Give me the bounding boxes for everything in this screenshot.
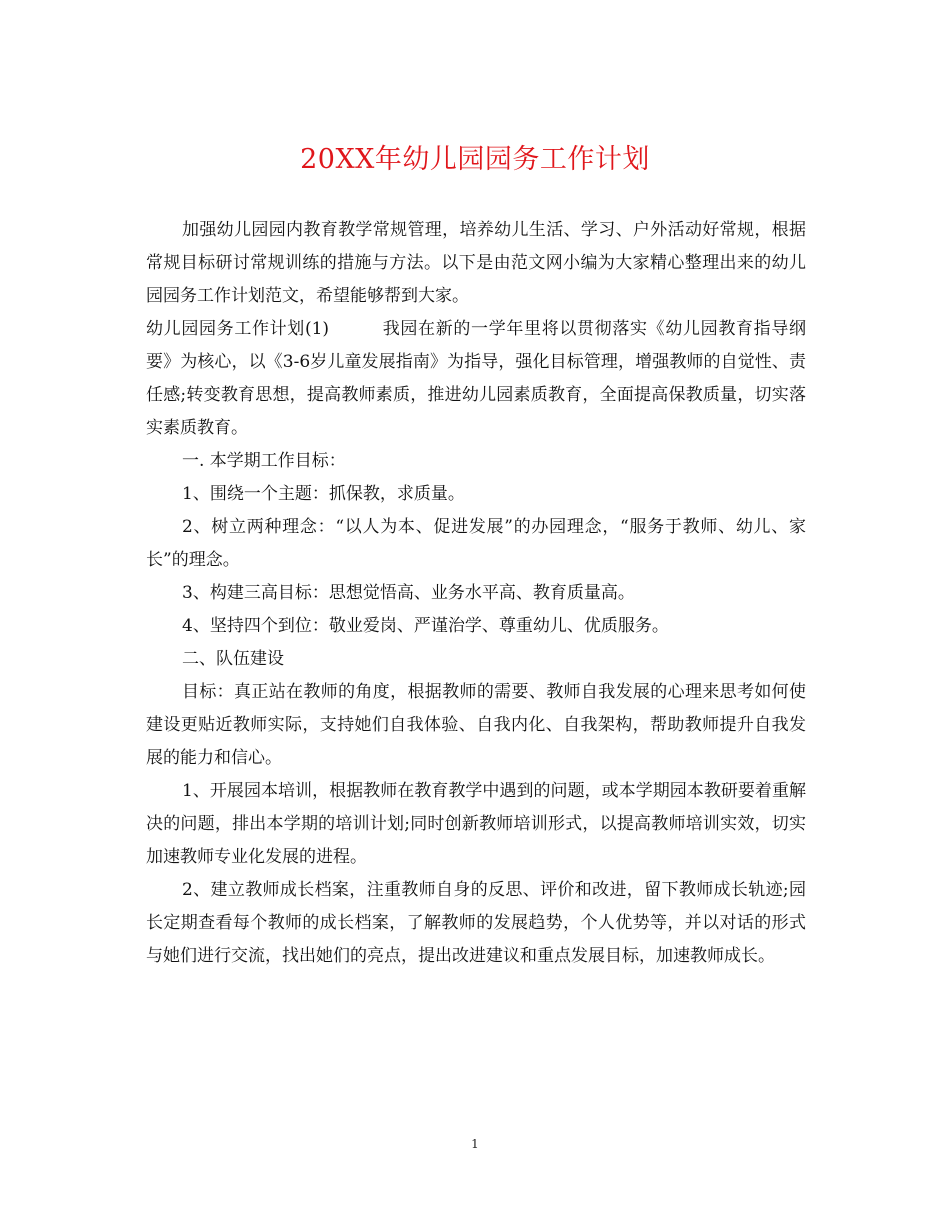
paragraph-goal-4: 4、坚持四个到位：敬业爱岗、严谨治学、尊重幼儿、优质服务。 (182, 616, 669, 636)
paragraph-team-1: 1、开展园本培训，根据教师在教育教学中遇到的问题，或本学期园本教研要着重解决的问题，排出本学期的培训计划;同时创新教师培训形式，以提高教师培训实效，切实加速教师专业化发展的进程。 (146, 781, 806, 867)
paragraph-goal-2: 2、树立两种理念：“以人为本、促进发展”的办园理念，“服务于教师、幼儿、家长”的理念。 (146, 517, 806, 570)
paragraph-section-goals: 一. 本学期工作目标： (182, 451, 346, 471)
document-title: 20XX年幼儿园园务工作计划 (300, 144, 650, 175)
paragraph-team-goal: 目标：真正站在教师的角度，根据教师的需要、教师自我发展的心理来思考如何使建设更贴近教师实际，支持她们自我体验、自我内化、自我架构，帮助教师提升自我发展的能力和信心。 (146, 682, 806, 768)
paragraph-intro: 加强幼儿园园内教育教学常规管理，培养幼儿生活、学习、户外活动好常规，根据常规目标研讨常规训练的措施与方法。以下是由范文网小编为大家精心整理出来的幼儿园园务工作计划范文，希望能够帮到大家。 (146, 220, 806, 306)
paragraph-team-2: 2、建立教师成长档案，注重教师自身的反思、评价和改进，留下教师成长轨迹;园长定期查看每个教师的成长档案，了解教师的发展趋势，个人优势等，并以对话的形式与她们进行交流，找出她们的亮点，提出改进建议和重点发展目标，加速教师成长。 (146, 880, 806, 966)
paragraph-goal-1: 1、围绕一个主题：抓保教，求质量。 (182, 484, 465, 504)
paragraph-goal-3: 3、构建三高目标：思想觉悟高、业务水平高、教育质量高。 (182, 583, 635, 603)
paragraph-plan-1: 幼儿园园务工作计划(1) 我园在新的一学年里将以贯彻落实《幼儿园教育指导纲要》为核心，以《3-6岁儿童发展指南》为指导，强化目标管理，增强教师的自觉性、责任感;转变教育思想，提高教师素质，推进幼儿园素质教育，全面提高保教质量，切实落实素质教育。 (146, 319, 806, 438)
paragraph-section-team: 二、队伍建设 (182, 649, 284, 669)
page-number: 1 (471, 1137, 479, 1151)
document-body (146, 214, 806, 973)
